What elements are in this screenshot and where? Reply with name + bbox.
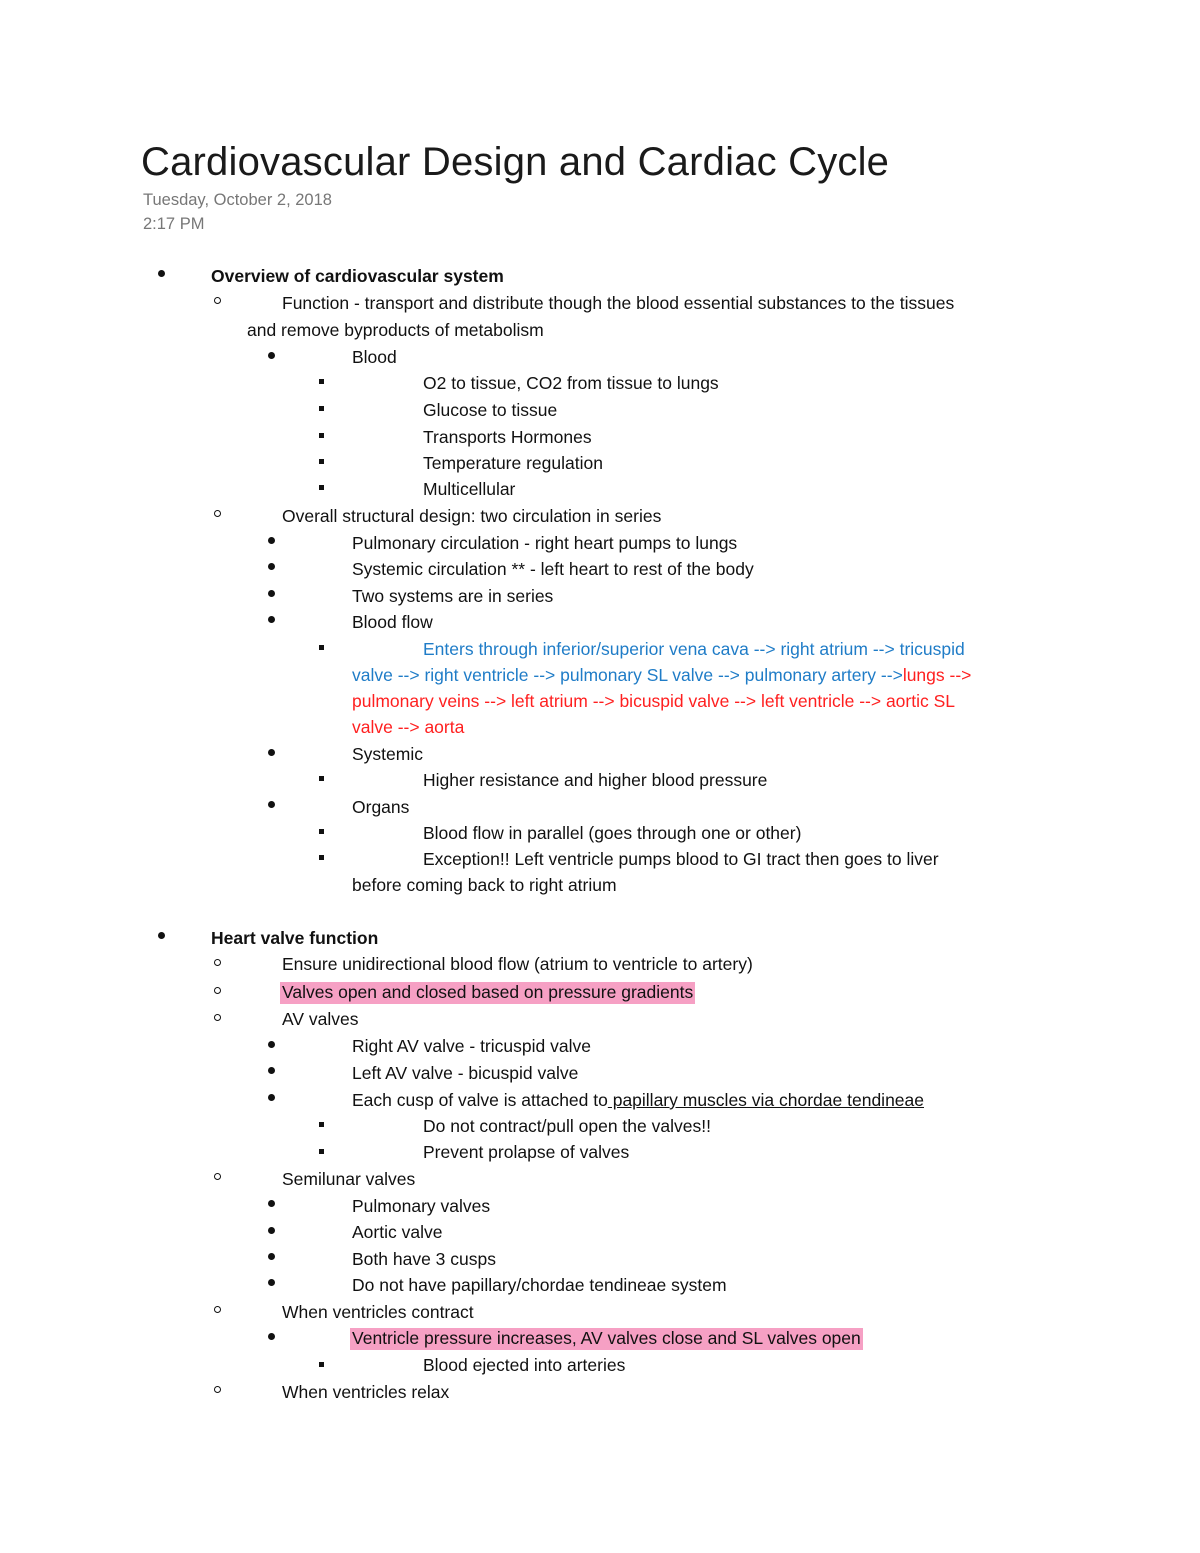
bullet-circle-icon [214,977,221,1003]
bullet-square-icon [319,473,324,499]
list-item-continuation: before coming back to right atrium [352,875,617,895]
bullet-square-icon [319,421,324,447]
bullet-circle-icon [214,1004,221,1030]
list-item: Each cusp of valve is attached to papillary muscles via chordae tendineae [352,1090,924,1110]
bullet-disc-icon [268,553,275,579]
list-item: Blood flow in parallel (goes through one or other) [423,823,802,843]
bullet-square-icon [319,1110,324,1136]
page-title: Cardiovascular Design and Cardiac Cycle [141,140,890,184]
bullet-disc-icon [268,739,275,765]
blood-flow-path-line: Enters through inferior/superior vena cava --> right atrium --> tricuspid [423,639,965,659]
bullet-circle-icon [214,949,221,975]
bullet-square-icon [319,764,324,790]
bullet-disc-icon [268,1243,275,1269]
bullet-square-icon [319,394,324,420]
bullet-circle-icon [214,500,221,526]
list-item: Both have 3 cusps [352,1249,496,1269]
section-heading: Overview of cardiovascular system [211,266,504,286]
bullet-circle-icon [214,1163,221,1189]
list-item: Do not have papillary/chordae tendineae system [352,1275,727,1295]
blood-flow-path-line: pulmonary veins --> left atrium --> bicuspid valve --> left ventricle --> aortic SL [352,691,955,711]
list-item: Exception!! Left ventricle pumps blood to GI tract then goes to liver [423,849,939,869]
list-item: Glucose to tissue [423,400,558,420]
list-item: Pulmonary circulation - right heart pumps to lungs [352,533,738,553]
bullet-square-icon [319,367,324,393]
list-item: Transports Hormones [423,427,592,447]
list-item: Overall structural design: two circulation in series [282,506,662,526]
bullet-disc-icon [268,580,275,606]
bullet-disc-icon [268,1057,275,1083]
list-item: Organs [352,797,410,817]
list-item: When ventricles contract [282,1302,474,1322]
highlighted-list-item: Valves open and closed based on pressure gradients [282,982,694,1002]
list-item-continuation: and remove byproducts of metabolism [247,320,544,340]
blood-flow-path-line: valve --> right ventricle --> pulmonary SL valve --> pulmonary artery -->lungs --> [352,665,972,685]
bullet-disc-icon [268,1084,275,1110]
list-item: Prevent prolapse of valves [423,1142,630,1162]
bullet-square-icon [319,843,324,869]
list-item: Multicellular [423,479,516,499]
blood-flow-path-line: valve --> aorta [352,717,465,737]
list-item: Blood [352,347,397,367]
bullet-disc-icon [268,1323,275,1349]
bullet-circle-icon [214,287,221,313]
list-item: Blood flow [352,612,433,632]
bullet-disc-icon [268,1190,275,1216]
bullet-circle-icon [214,1296,221,1322]
list-item: Systemic circulation ** - left heart to rest of the body [352,559,754,579]
list-item: O2 to tissue, CO2 from tissue to lungs [423,373,719,393]
list-item: Aortic valve [352,1222,443,1242]
bullet-disc-icon [268,791,275,817]
bullet-square-icon [319,447,324,473]
list-item: Right AV valve - tricuspid valve [352,1036,591,1056]
note-time: 2:17 PM [143,215,205,233]
bullet-square-icon [319,1137,324,1163]
bullet-square-icon [319,633,324,659]
list-item: AV valves [282,1009,359,1029]
bullet-disc-icon [268,1269,275,1295]
list-item: Systemic [352,744,423,764]
list-item: Temperature regulation [423,453,603,473]
bullet-disc-icon [268,1031,275,1057]
bullet-disc-icon [268,342,275,368]
list-item: When ventricles relax [282,1382,450,1402]
list-item: Do not contract/pull open the valves!! [423,1116,711,1136]
bullet-disc-icon [158,922,165,948]
section-heading: Heart valve function [211,928,379,948]
bullet-disc-icon [268,606,275,632]
list-item: Blood ejected into arteries [423,1355,626,1375]
list-item: Function - transport and distribute though the blood essential substances to the tissues [282,293,955,313]
bullet-disc-icon [158,260,165,286]
note-date: Tuesday, October 2, 2018 [143,191,332,209]
bullet-square-icon [319,1350,324,1376]
bullet-square-icon [319,817,324,843]
list-item: Higher resistance and higher blood pressure [423,770,768,790]
list-item: Left AV valve - bicuspid valve [352,1063,579,1083]
bullet-disc-icon [268,1217,275,1243]
list-item: Semilunar valves [282,1169,416,1189]
list-item: Two systems are in series [352,586,554,606]
list-item: Ensure unidirectional blood flow (atrium to ventricle to artery) [282,954,753,974]
list-item: Pulmonary valves [352,1196,491,1216]
bullet-disc-icon [268,527,275,553]
bullet-circle-icon [214,1376,221,1402]
highlighted-list-item: Ventricle pressure increases, AV valves close and SL valves open [352,1328,861,1348]
